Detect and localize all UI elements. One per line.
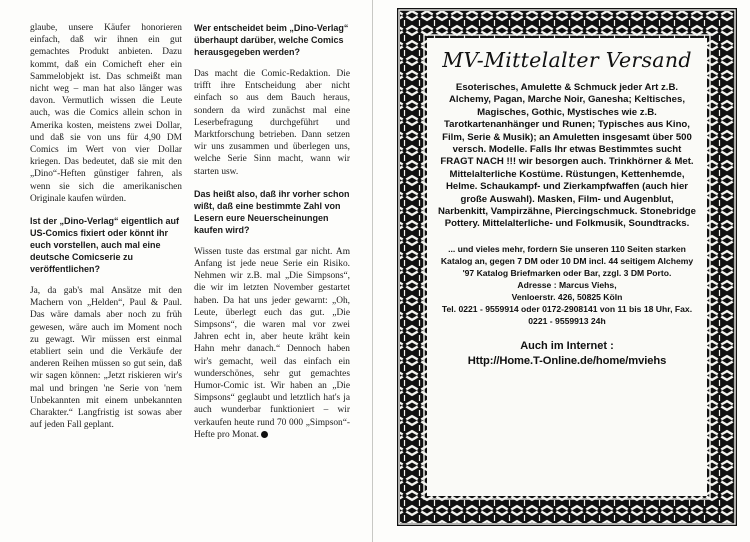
ad-internet-label: Auch im Internet : bbox=[520, 339, 614, 352]
interview-question: Das heißt also, daß ihr vorher schon wißt, daß eine bestimmte Zahl von Lesern eure Neuerscheinungen kaufen wird? bbox=[194, 188, 350, 235]
ad-title: MV-Mittelalter Versand bbox=[442, 48, 692, 72]
advertisement bbox=[397, 8, 737, 526]
ad-address-line-1: Adresse : Marcus Viehs, bbox=[517, 279, 617, 290]
interview-answer: glaube, unsere Käufer honorieren einfach, daß wir ihnen ein gut gemachtes Produkt anbieten. Dazu kommt, daß ein Comicheft eher ein Sammelobjekt ist. Das schmeißt man nicht weg – man hat also länger was davon. Vermutlich wissen die Leute auch, was die Comics allein schon in Amerika kosten, meistens zwei Dollar, und daß sie von uns für 4,90 DM Comics im Wert von vier Dollar kriegen. Das bedeutet, daß sie mit den „Dino“-Heften günstiger fahren, als wenn sie sich die amerikanischen Originale kaufen würden. bbox=[30, 23, 182, 204]
interview-question: Wer entscheidet beim „Dino-Verlag“ überhaupt darüber, welche Comics herausgegeben werden? bbox=[194, 23, 349, 57]
interview-question: Ist der „Dino-Verlag“ eigentlich auf US-Comics fixiert oder könnt ihr euch vorstellen, auch mal eine deutsche Comicserie zu veröffentlichen? bbox=[30, 216, 180, 275]
ad-order-info bbox=[435, 243, 699, 327]
ad-content bbox=[427, 38, 707, 496]
ad-product-list: Esoterisches, Amulette & Schmuck jeder Art z.B. Alchemy, Pagan, Marche Noir, Ganesha; Keltisches, Magisches, Gothic, Mystisches wie z.B. Tarotkartenanhänger und Runen; Typisches aus Kino, Film, Serie & Musik); an Amuletten insgesamt über 500 versch. Modelle. Falls Ihr etwas Bestimmtes sucht FRAGT NACH !!! wir besorgen auch. Trinkhörner & Met. Mittelalterliche Kostüme. Rüstungen, Kettenhemde, Helme. Schaukampf- und Zierkampfwaffen (auch hier große Auswahl). Masken, Film- und Augenblut, Narbenkitt, Vampirzähne, Piercingschmuck. Stonebridge Pottery. Mittelalterliche- und Folkmusik, Soundtracks. bbox=[437, 82, 697, 230]
ad-address-line-2: Venloerstr. 426, 50825 Köln bbox=[511, 291, 623, 302]
ad-internet-block bbox=[433, 339, 701, 369]
end-of-article-mark bbox=[261, 431, 268, 438]
ad-catalog-text: ... und vieles mehr, fordern Sie unseren 110 Seiten starken Katalog an, gegen 7 DM oder 10 DM incl. 44 seitigem Alchemy '97 Katalog Briefmarken oder Bar, zzgl. 3 DM Porto. bbox=[440, 243, 694, 278]
interview-answer: Wissen tuste das erstmal gar nicht. Am Anfang ist jede neue Serie ein Risiko. Nehmen wir z.B. mal „Die Simpsons“, die wir im letzten November gestartet haben. Da hat uns jeder gewarnt: „Oh, Leute, überlegt euch das gut. „Die Simpsons“, die waren mal vor zwei Jahren echt in, aber heute kräht kein Hahn mehr danach.“ Dennoch haben wir's gemacht, weil das einfach ein wunderschönes, sehr gut gemachtes Humor-Comic ist. Wir haben an „Die Simpsons“ geglaubt und letztlich hat's ja auch wunderbar funktioniert – wir verkaufen heute rund 70 000 „Simpson“-Hefte pro Monat. bbox=[194, 246, 350, 440]
ad-url-link[interactable]: Http://Home.T-Online.de/home/mviehs bbox=[467, 354, 667, 367]
interview-answer: Ja, da gab's mal Ansätze mit den Machern von „Helden“, Paul & Paul. Das wäre damals aber noch zu früh gewesen, wäre auch im Moment noch zu gewagt. Wir müssen erst einmal etabliert sein und die Verkäufe der anderen Reihen müssen so gut sein, daß wir sagen können: „Jetzt riskieren wir's mal und bringen 'ne Serie von 'nem Unbekannten mit einem unbekannten Charakter.“ Langfristig ist sowas aber auf jeden Fall geplant. bbox=[30, 286, 182, 431]
article-column-right bbox=[194, 22, 350, 451]
interview-answer: Das macht die Comic-Redaktion. Die trifft ihre Entscheidung aber nicht einfach so aus dem Bauch heraus, sondern da wird zunächst mal eine Leserbefragung durchgeführt und Marktforschung betrieben. Dann setzen wir uns zusammen und überlegen uns, welche Serie Sinn macht, wann wir starten usw. bbox=[194, 69, 350, 177]
ad-contact: Tel. 0221 - 9559914 oder 0172-2908141 von 11 bis 18 Uhr, Fax. 0221 - 9559913 24h bbox=[441, 303, 693, 326]
article-column-left bbox=[30, 22, 182, 441]
page-fold bbox=[372, 0, 373, 542]
